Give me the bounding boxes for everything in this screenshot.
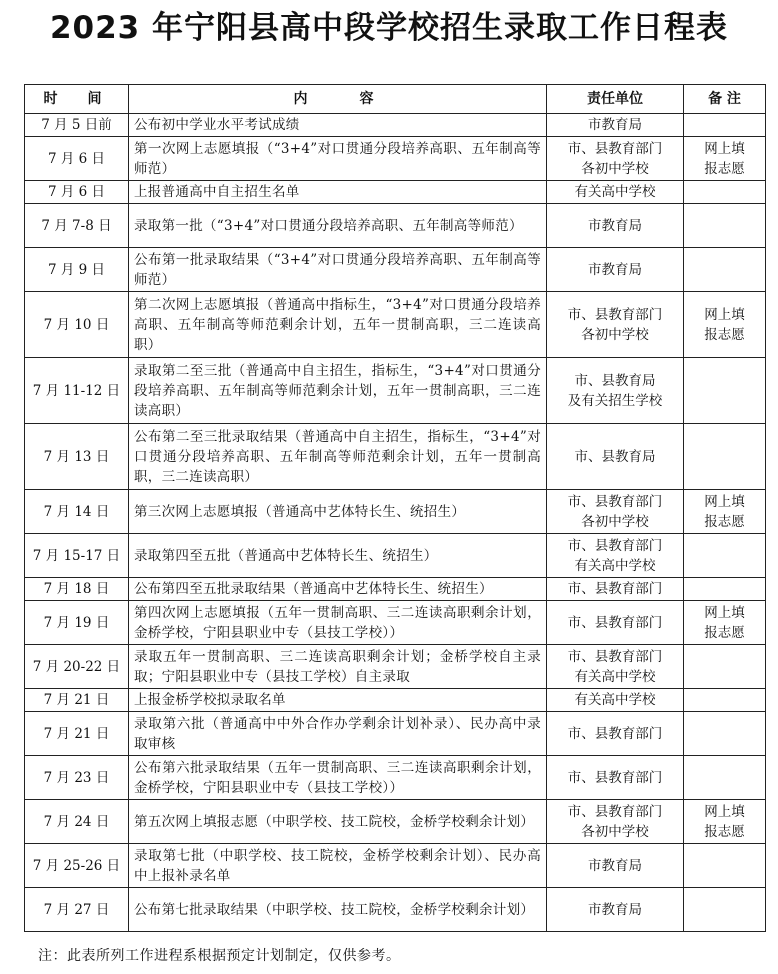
row-note — [684, 578, 766, 601]
table-row — [25, 137, 766, 181]
table-row — [25, 248, 766, 292]
row-unit: 市教育局 — [547, 204, 684, 248]
footnote: 注：此表所列工作进程系根据预定计划制定，仅供参考。 — [38, 948, 401, 964]
row-content: 录取第二至三批（普通高中自主招生，指标生，“3+4”对口贯通分段培养高职、五年制高等师范剩余计划，五年一贯制高职，三二连读高职） — [129, 358, 547, 424]
row-unit: 市教育局 — [547, 248, 684, 292]
row-note — [684, 756, 766, 800]
row-unit: 市、县教育部门 — [547, 712, 684, 756]
row-content: 公布第二至三批录取结果（普通高中自主招生，指标生，“3+4”对口贯通分段培养高职、五年制高等师范剩余计划，五年一贯制高职，三二连读高职） — [129, 424, 547, 490]
row-content: 录取第一批（“3+4”对口贯通分段培养高职、五年制高等师范） — [129, 204, 547, 248]
row-content: 公布第一批录取结果（“3+4”对口贯通分段培养高职、五年制高等师范） — [129, 248, 547, 292]
row-unit: 市、县教育部门 — [547, 578, 684, 601]
row-content: 录取第七批（中职学校、技工院校，金桥学校剩余计划）、民办高中上报补录名单 — [129, 844, 547, 888]
row-unit: 市、县教育部门 各初中学校 — [547, 292, 684, 358]
row-time: 7 月 6 日 — [25, 181, 129, 204]
row-note — [684, 689, 766, 712]
table-row — [25, 756, 766, 800]
row-content: 上报普通高中自主招生名单 — [129, 181, 547, 204]
row-time: 7 月 10 日 — [25, 292, 129, 358]
row-unit: 市、县教育部门 有关高中学校 — [547, 534, 684, 578]
row-note: 网上填 报志愿 — [684, 292, 766, 358]
row-unit: 有关高中学校 — [547, 689, 684, 712]
header-time: 时 间 — [25, 85, 129, 114]
row-time: 7 月 27 日 — [25, 888, 129, 932]
row-content: 第三次网上志愿填报（普通高中艺体特长生、统招生） — [129, 490, 547, 534]
table-row — [25, 712, 766, 756]
row-unit: 市、县教育局 — [547, 424, 684, 490]
page-title: 2023 年宁阳县高中段学校招生录取工作日程表 — [49, 10, 729, 46]
header-note: 备 注 — [684, 85, 766, 114]
row-time: 7 月 23 日 — [25, 756, 129, 800]
row-content: 第五次网上填报志愿（中职学校、技工院校，金桥学校剩余计划） — [129, 800, 547, 844]
row-content: 公布第六批录取结果（五年一贯制高职、三二连读高职剩余计划，金桥学校，宁阳县职业中专（县技工学校）） — [129, 756, 547, 800]
row-note — [684, 358, 766, 424]
row-note — [684, 844, 766, 888]
schedule-table — [24, 84, 766, 932]
table-row — [25, 490, 766, 534]
row-time: 7 月 20-22 日 — [25, 645, 129, 689]
row-note — [684, 204, 766, 248]
header-unit: 责任单位 — [547, 85, 684, 114]
row-note — [684, 424, 766, 490]
table-row — [25, 181, 766, 204]
row-content: 公布初中学业水平考试成绩 — [129, 114, 547, 137]
table-header-row — [25, 85, 766, 114]
row-time: 7 月 5 日前 — [25, 114, 129, 137]
row-time: 7 月 13 日 — [25, 424, 129, 490]
table-row — [25, 689, 766, 712]
row-time: 7 月 7-8 日 — [25, 204, 129, 248]
row-content: 第四次网上志愿填报（五年一贯制高职、三二连读高职剩余计划，金桥学校，宁阳县职业中专（县技工学校）） — [129, 601, 547, 645]
row-time: 7 月 6 日 — [25, 137, 129, 181]
row-unit: 市、县教育部门 各初中学校 — [547, 137, 684, 181]
row-note — [684, 888, 766, 932]
row-unit: 市、县教育部门 各初中学校 — [547, 800, 684, 844]
row-note — [684, 114, 766, 137]
row-unit: 市、县教育部门 有关高中学校 — [547, 645, 684, 689]
row-unit: 市教育局 — [547, 888, 684, 932]
row-content: 上报金桥学校拟录取名单 — [129, 689, 547, 712]
row-note — [684, 712, 766, 756]
table-row — [25, 800, 766, 844]
table-row — [25, 844, 766, 888]
row-time: 7 月 21 日 — [25, 712, 129, 756]
table-row — [25, 424, 766, 490]
row-time: 7 月 19 日 — [25, 601, 129, 645]
table-row — [25, 578, 766, 601]
row-unit: 有关高中学校 — [547, 181, 684, 204]
row-unit: 市、县教育局 及有关招生学校 — [547, 358, 684, 424]
table-row — [25, 645, 766, 689]
row-content: 公布第四至五批录取结果（普通高中艺体特长生、统招生） — [129, 578, 547, 601]
row-content: 公布第七批录取结果（中职学校、技工院校，金桥学校剩余计划） — [129, 888, 547, 932]
row-unit: 市、县教育部门 — [547, 756, 684, 800]
row-content: 录取五年一贯制高职、三二连读高职剩余计划；金桥学校自主录取；宁阳县职业中专（县技工学校）自主录取 — [129, 645, 547, 689]
table-row — [25, 888, 766, 932]
row-note — [684, 248, 766, 292]
row-unit: 市、县教育部门 — [547, 601, 684, 645]
table-row — [25, 601, 766, 645]
row-time: 7 月 18 日 — [25, 578, 129, 601]
row-time: 7 月 24 日 — [25, 800, 129, 844]
row-note — [684, 534, 766, 578]
row-note: 网上填 报志愿 — [684, 490, 766, 534]
table-row — [25, 292, 766, 358]
table-row — [25, 534, 766, 578]
row-content: 第一次网上志愿填报（“3+4”对口贯通分段培养高职、五年制高等师范） — [129, 137, 547, 181]
header-content: 内 容 — [129, 85, 547, 114]
row-note: 网上填 报志愿 — [684, 601, 766, 645]
row-unit: 市、县教育部门 各初中学校 — [547, 490, 684, 534]
row-unit: 市教育局 — [547, 844, 684, 888]
row-note: 网上填 报志愿 — [684, 800, 766, 844]
row-note: 网上填 报志愿 — [684, 137, 766, 181]
row-time: 7 月 15-17 日 — [25, 534, 129, 578]
row-time: 7 月 25-26 日 — [25, 844, 129, 888]
table-row — [25, 358, 766, 424]
row-time: 7 月 9 日 — [25, 248, 129, 292]
table-row — [25, 204, 766, 248]
row-content: 第二次网上志愿填报（普通高中指标生，“3+4”对口贯通分段培养高职、五年制高等师范剩余计划，五年一贯制高职，三二连读高职） — [129, 292, 547, 358]
row-time: 7 月 21 日 — [25, 689, 129, 712]
row-note — [684, 181, 766, 204]
row-time: 7 月 14 日 — [25, 490, 129, 534]
row-content: 录取第四至五批（普通高中艺体特长生、统招生） — [129, 534, 547, 578]
row-time: 7 月 11-12 日 — [25, 358, 129, 424]
row-unit: 市教育局 — [547, 114, 684, 137]
row-content: 录取第六批（普通高中中外合作办学剩余计划补录）、民办高中录取审核 — [129, 712, 547, 756]
table-row — [25, 114, 766, 137]
row-note — [684, 645, 766, 689]
